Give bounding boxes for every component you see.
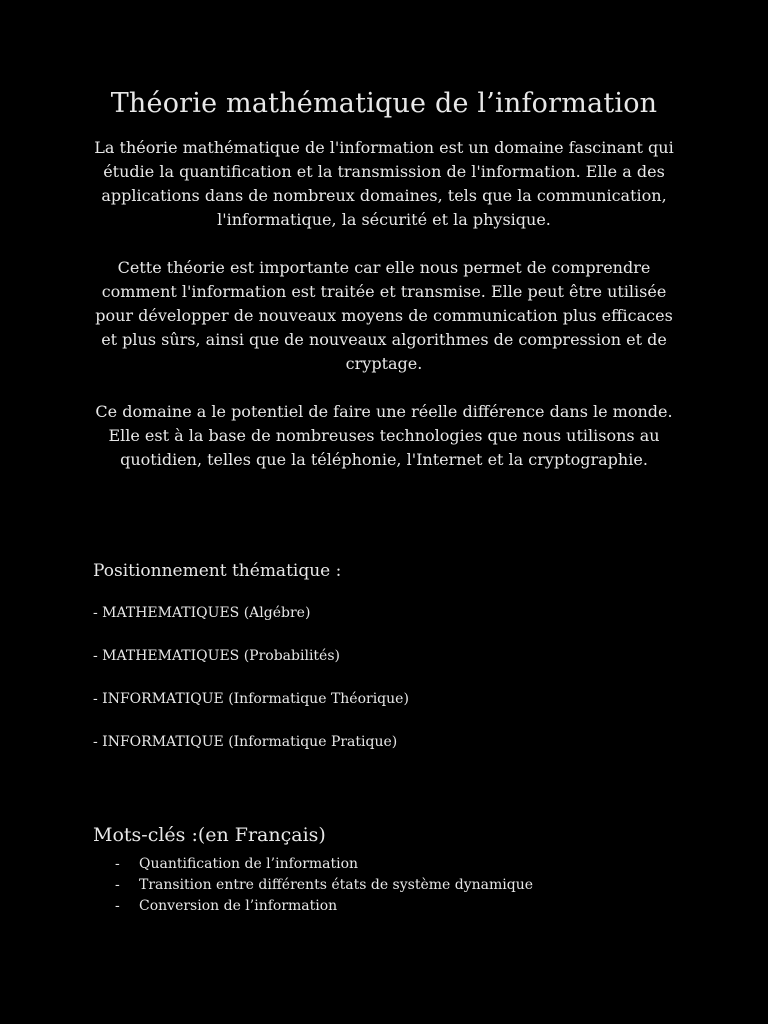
intro-section xyxy=(88,136,680,496)
keywords-heading: Mots-clés :(en Français) xyxy=(93,824,326,846)
keyword-text: Quantification de l’information xyxy=(139,856,359,872)
keyword-text: Conversion de l’information xyxy=(139,898,338,914)
document-title: Théorie mathématique de l’information xyxy=(110,88,658,119)
paragraph: Ce domaine a le potentiel de faire une réelle différence dans le monde. Elle est à la base de nombreuses technologies que nous utilisons au quotidien, telles que la téléphonie, l'Internet et la cryptographie. xyxy=(95,402,673,469)
keyword-item xyxy=(93,875,693,896)
bullet-dash: - xyxy=(115,898,120,914)
keyword-item xyxy=(93,896,693,917)
keyword-text: Transition entre différents états de système dynamique xyxy=(139,877,534,893)
positioning-item: - MATHEMATIQUES (Probabilités) xyxy=(93,648,340,664)
paragraph: La théorie mathématique de l'information est un domaine fascinant qui étudie la quantification et la transmission de l'information. Elle a des applications dans de nombreux domaines, tels que la communication, l'informatique, la sécurité et la physique. xyxy=(94,138,674,229)
keyword-item xyxy=(93,854,693,875)
thematic-positioning-section xyxy=(93,560,693,774)
bullet-dash: - xyxy=(115,877,120,893)
positioning-heading: Positionnement thématique : xyxy=(93,561,342,581)
keywords-section xyxy=(93,822,693,917)
paragraph: Cette théorie est importante car elle nous permet de comprendre comment l'information est traitée et transmise. Elle peut être utilisée pour développer de nouveaux moyens de communication plus efficaces et plus sûrs, ainsi que de nouveaux algorithmes de compression et de cryptage. xyxy=(95,258,673,373)
positioning-item: - MATHEMATIQUES (Algébre) xyxy=(93,605,311,621)
bullet-dash: - xyxy=(115,856,120,872)
keywords-list xyxy=(93,854,693,917)
positioning-item: - INFORMATIQUE (Informatique Théorique) xyxy=(93,691,409,707)
positioning-item: - INFORMATIQUE (Informatique Pratique) xyxy=(93,734,398,750)
